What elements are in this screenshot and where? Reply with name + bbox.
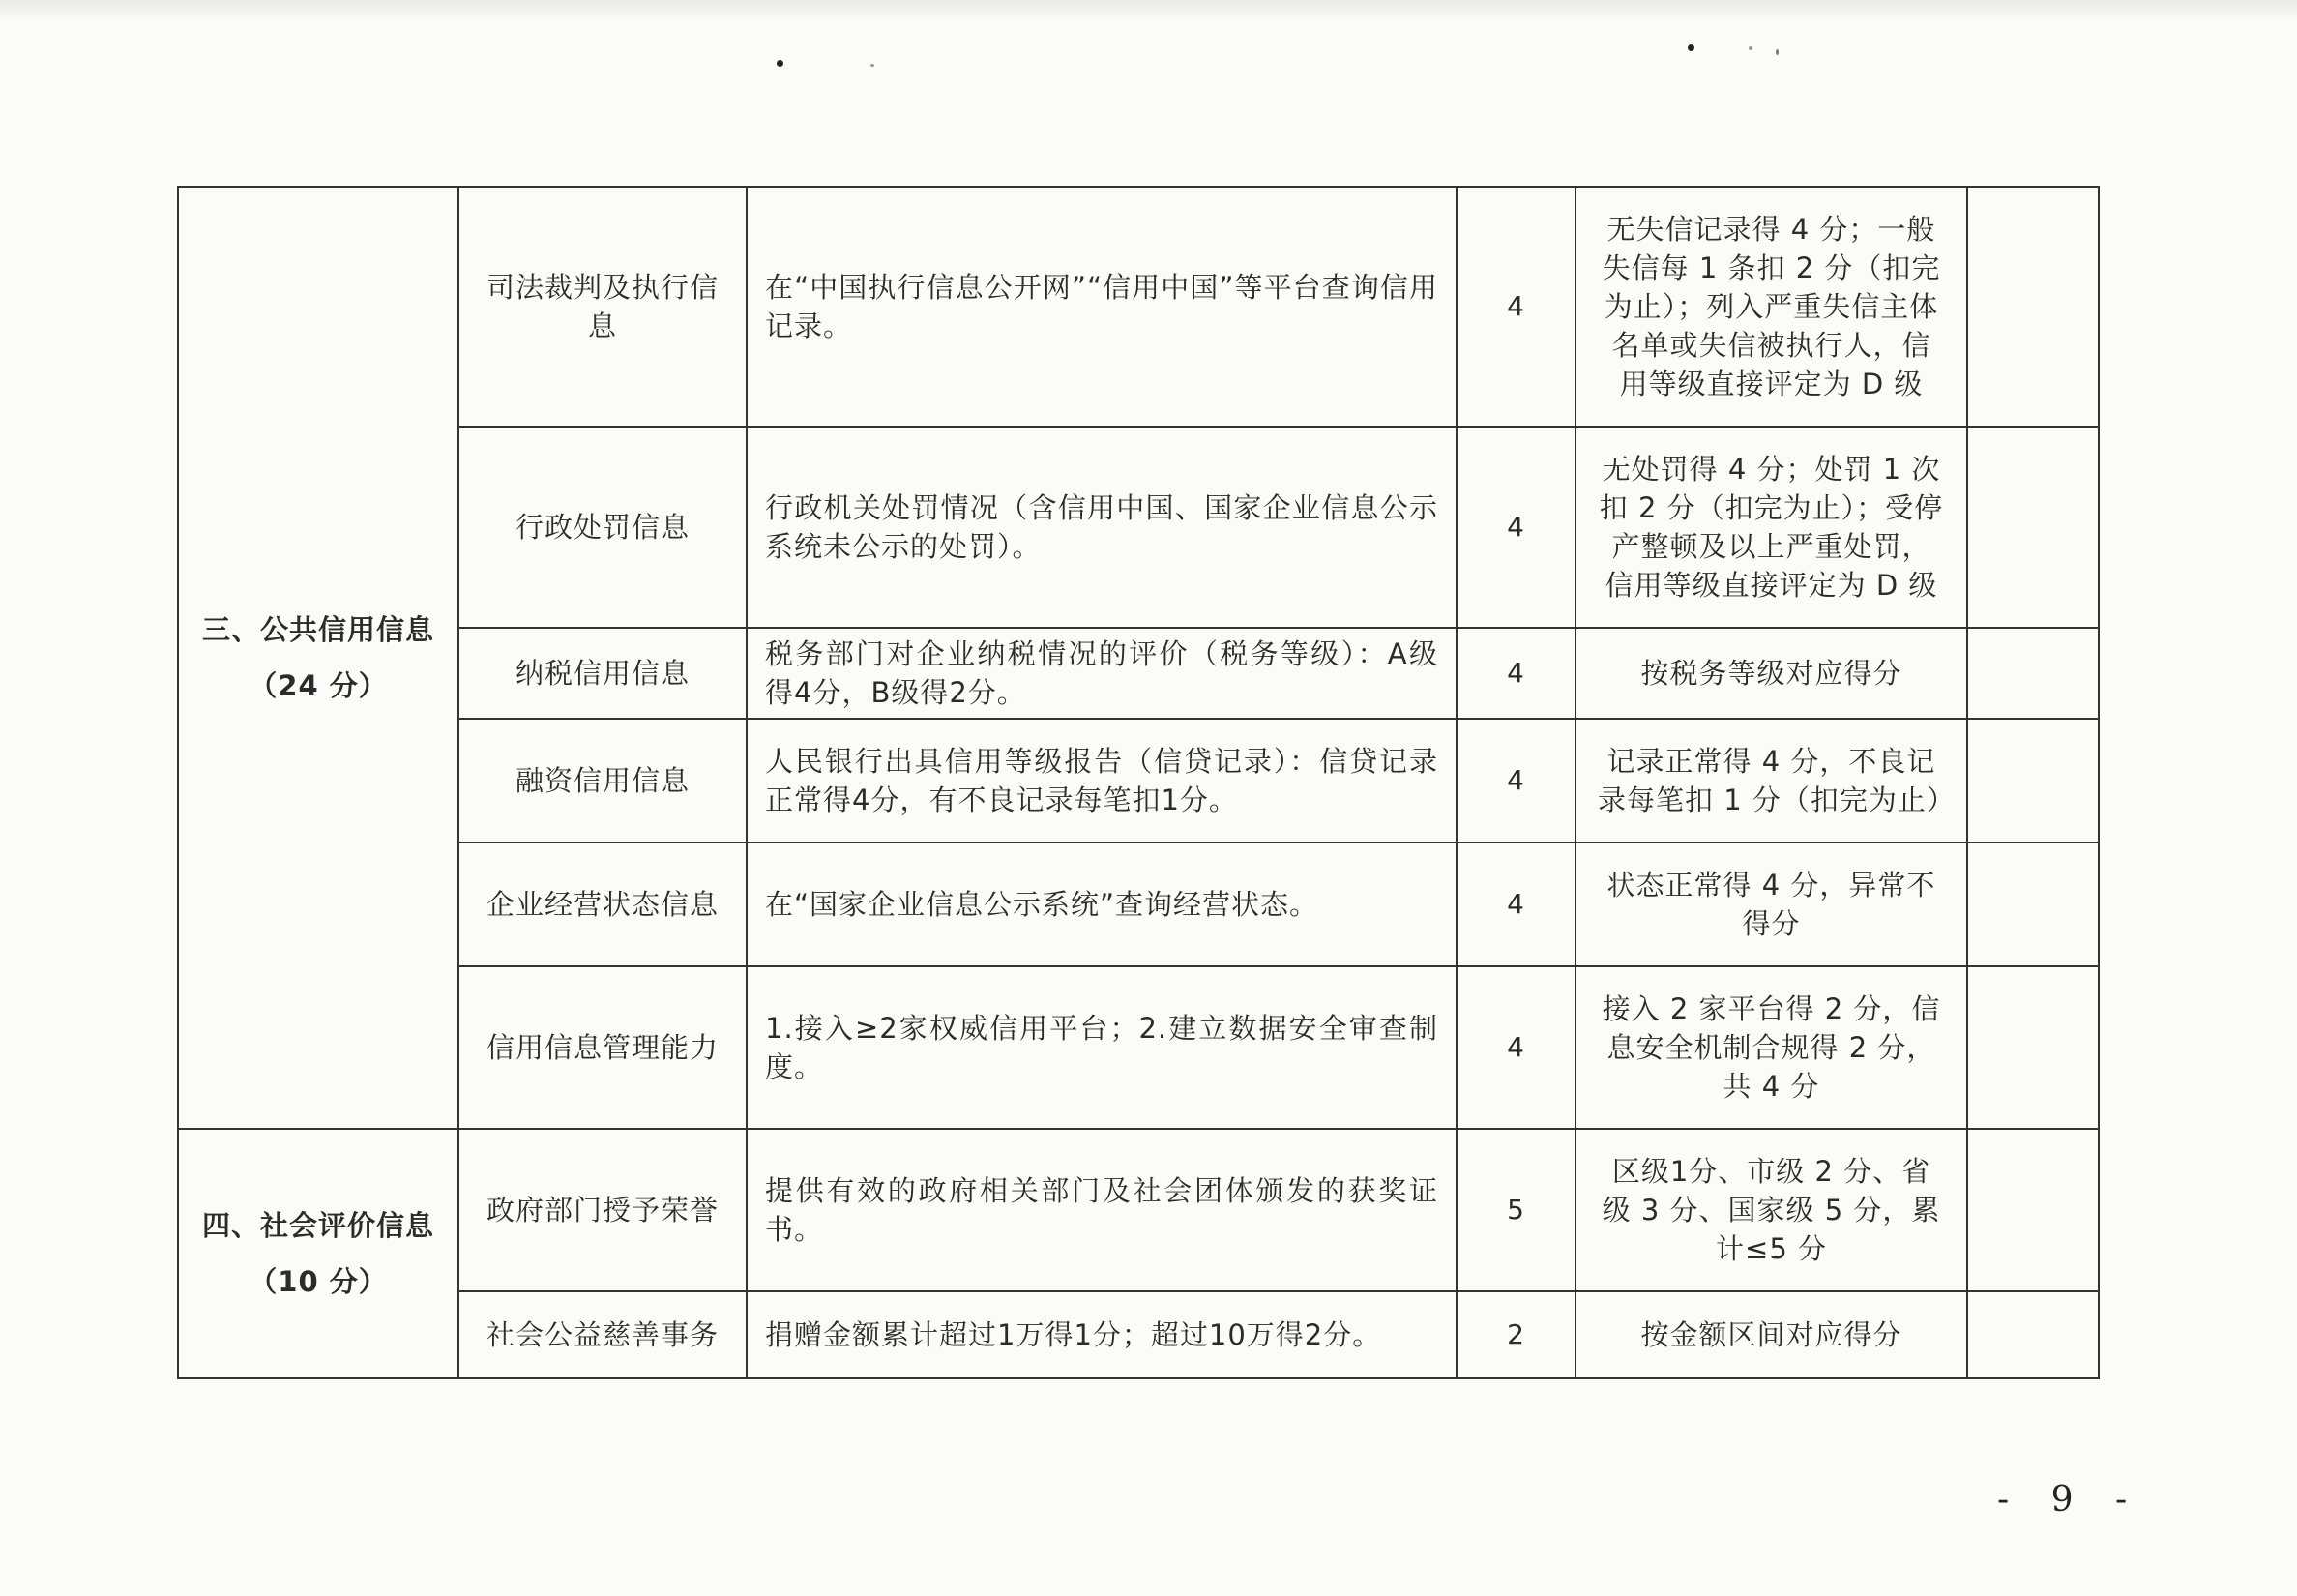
remark-cell	[1967, 1129, 2099, 1291]
score-value: 4	[1457, 966, 1576, 1129]
scoring-rule: 区级1分、市级 2 分、省级 3 分、国家级 5 分，累计≤5 分	[1576, 1129, 1967, 1291]
remark-cell	[1967, 1291, 2099, 1378]
criterion-text: 在“国家企业信息公示系统”查询经营状态。	[747, 842, 1457, 966]
section-cell	[178, 187, 458, 1129]
table-row	[178, 1291, 2099, 1378]
remark-cell	[1967, 966, 2099, 1129]
scan-speck	[1776, 49, 1779, 55]
table-row	[178, 719, 2099, 842]
criterion-text: 人民银行出具信用等级报告（信贷记录）：信贷记录正常得4分，有不良记录每笔扣1分。	[747, 719, 1457, 842]
table-row	[178, 1129, 2099, 1291]
score-value: 4	[1457, 427, 1576, 628]
item-name: 企业经营状态信息	[458, 842, 747, 966]
section-points: （24 分）	[249, 669, 388, 702]
criterion-text: 提供有效的政府相关部门及社会团体颁发的获奖证书。	[747, 1129, 1457, 1291]
section-cell	[178, 1129, 458, 1378]
score-value: 4	[1457, 719, 1576, 842]
criterion-text: 在“中国执行信息公开网”“信用中国”等平台查询信用记录。	[747, 187, 1457, 427]
item-name: 社会公益慈善事务	[458, 1291, 747, 1378]
remark-cell	[1967, 719, 2099, 842]
scan-speck	[870, 64, 874, 67]
table-row	[178, 427, 2099, 628]
scan-speck	[1749, 46, 1752, 50]
scoring-rule: 按税务等级对应得分	[1576, 628, 1967, 719]
scan-speck	[1688, 44, 1694, 51]
criterion-text: 行政机关处罚情况（含信用中国、国家企业信息公示系统未公示的处罚）。	[747, 427, 1457, 628]
scoring-rule: 接入 2 家平台得 2 分，信息安全机制合规得 2 分，共 4 分	[1576, 966, 1967, 1129]
criterion-text: 税务部门对企业纳税情况的评价（税务等级）：A级得4分，B级得2分。	[747, 628, 1457, 719]
item-name: 纳税信用信息	[458, 628, 747, 719]
score-value: 4	[1457, 187, 1576, 427]
credit-scoring-table	[177, 186, 2100, 1379]
scan-edge-shadow	[0, 0, 2297, 21]
scoring-rule: 记录正常得 4 分，不良记录每笔扣 1 分（扣完为止）	[1576, 719, 1967, 842]
table-row	[178, 842, 2099, 966]
table-row	[178, 628, 2099, 719]
scoring-rule: 状态正常得 4 分，异常不得分	[1576, 842, 1967, 966]
criterion-text: 捐赠金额累计超过1万得1分；超过10万得2分。	[747, 1291, 1457, 1378]
remark-cell	[1967, 427, 2099, 628]
score-value: 2	[1457, 1291, 1576, 1378]
scoring-rule: 无失信记录得 4 分；一般失信每 1 条扣 2 分（扣完为止）；列入严重失信主体名单或失信被执行人，信用等级直接评定为 D 级	[1576, 187, 1967, 427]
section-title: 四、社会评价信息	[201, 1209, 434, 1242]
remark-cell	[1967, 628, 2099, 719]
score-value: 5	[1457, 1129, 1576, 1291]
section-points: （10 分）	[249, 1265, 388, 1298]
item-name: 行政处罚信息	[458, 427, 747, 628]
table-row	[178, 187, 2099, 427]
item-name: 融资信用信息	[458, 719, 747, 842]
scoring-rule: 无处罚得 4 分；处罚 1 次扣 2 分（扣完为止）；受停产整顿及以上严重处罚，信用等级直接评定为 D 级	[1576, 427, 1967, 628]
page-number: - 9 -	[1997, 1480, 2143, 1520]
table-row	[178, 966, 2099, 1129]
scoring-rule: 按金额区间对应得分	[1576, 1291, 1967, 1378]
score-value: 4	[1457, 628, 1576, 719]
item-name: 政府部门授予荣誉	[458, 1129, 747, 1291]
scan-speck	[777, 60, 783, 67]
remark-cell	[1967, 842, 2099, 966]
section-title: 三、公共信用信息	[201, 613, 434, 646]
criterion-text: 1.接入≥2家权威信用平台；2.建立数据安全审查制度。	[747, 966, 1457, 1129]
item-name: 司法裁判及执行信息	[458, 187, 747, 427]
score-value: 4	[1457, 842, 1576, 966]
item-name: 信用信息管理能力	[458, 966, 747, 1129]
remark-cell	[1967, 187, 2099, 427]
